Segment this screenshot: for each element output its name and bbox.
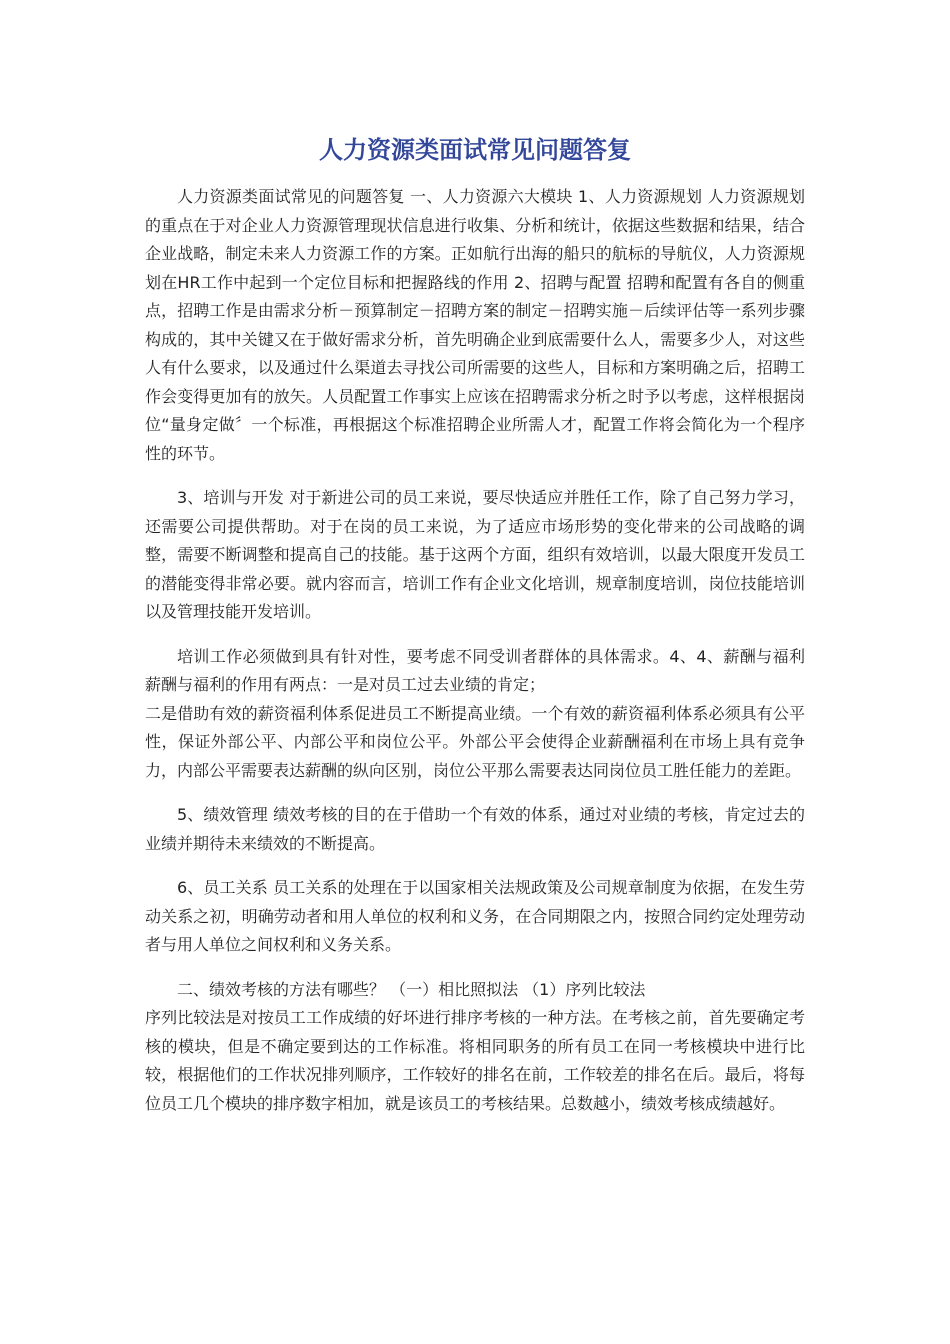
paragraph-training: 3、培训与开发 对于新进公司的员工来说，要尽快适应并胜任工作，除了自己努力学习，还需要公司提供帮助。对于在岗的员工来说，为了适应市场形势的变化带来的公司战略的调整，需要不断调整和提高自己的技能。基于这两个方面，组织有效培训，以最大限度开发员工的潜能变得非常必要。就内容而言，培训工作有企业文化培训，规章制度培训，岗位技能培训以及管理技能开发培训。	[145, 488, 805, 621]
paragraph-compensation-detail: 二是借助有效的薪资福利体系促进员工不断提高业绩。一个有效的薪资福利体系必须具有公平性，保证外部公平、内部公平和岗位公平。外部公平会使得企业薪酬福利在市场上具有竞争力，内部公平需要表达薪酬的纵向区别，岗位公平那么需要表达同岗位员工胜任能力的差距。	[145, 703, 805, 780]
paragraph-employee-relations: 6、员工关系 员工关系的处理在于以国家相关法规政策及公司规章制度为依据，在发生劳动关系之初，明确劳动者和用人单位的权利和义务，在合同期限之内，按照合同约定处理劳动者与用人单位之间权利和义务关系。	[145, 878, 805, 954]
paragraph-hr-modules: 人力资源类面试常见的问题答复 一、人力资源六大模块 1、人力资源规划 人力资源规划的重点在于对企业人力资源管理现状信息进行收集、分析和统计，依据这些数据和结果，结合企业战略，制定未来人力资源工作的方案。正如航行出海的船只的航标的导航仪，人力资源规划在HR工作中起到一个定位目标和把握路线的作用 2、招聘与配置 招聘和配置有各自的侧重点，招聘工作是由需求分析－预算制定－招聘方案的制定－招聘实施－后续评估等一系列步骤构成的，其中关键又在于做好需求分析，首先明确企业到底需要什么人，需要多少人，对这些人有什么要求，以及通过什么渠道去寻找公司所需要的这些人，目标和方案明确之后，招聘工作会变得更加有的放矢。人员配置工作事实上应该在招聘需求分析之时予以考虑，这样根据岗位“量身定做〞一个标准，再根据这个标准招聘企业所需人才，配置工作将会简化为一个程序性的环节。	[145, 187, 805, 463]
paragraph-appraisal-methods: 二、绩效考核的方法有哪些？ （一）相比照拟法 （1）序列比较法	[177, 979, 646, 999]
paragraph-performance: 5、绩效管理 绩效考核的目的在于借助一个有效的体系，通过对业绩的考核，肯定过去的业绩并期待未来绩效的不断提高。	[145, 805, 805, 853]
paragraph-ranking-method: 序列比较法是对按员工工作成绩的好坏进行排序考核的一种方法。在考核之前，首先要确定考核的模块，但是不确定要到达的工作标准。将相同职务的所有员工在同一考核模块中进行比较，根据他们的工作状况排列顺序，工作较好的排名在前，工作较差的排名在后。最后，将每位员工几个模块的排序数字相加，就是该员工的考核结果。总数越小，绩效考核成绩越好。	[145, 1008, 805, 1113]
document-body	[145, 183, 805, 1134]
paragraph-compensation-intro: 培训工作必须做到具有针对性，要考虑不同受训者群体的具体需求。4、4、薪酬与福利 薪酬与福利的作用有两点：一是对员工过去业绩的肯定；	[145, 646, 805, 694]
document-title: 人力资源类面试常见问题答复	[319, 135, 631, 164]
